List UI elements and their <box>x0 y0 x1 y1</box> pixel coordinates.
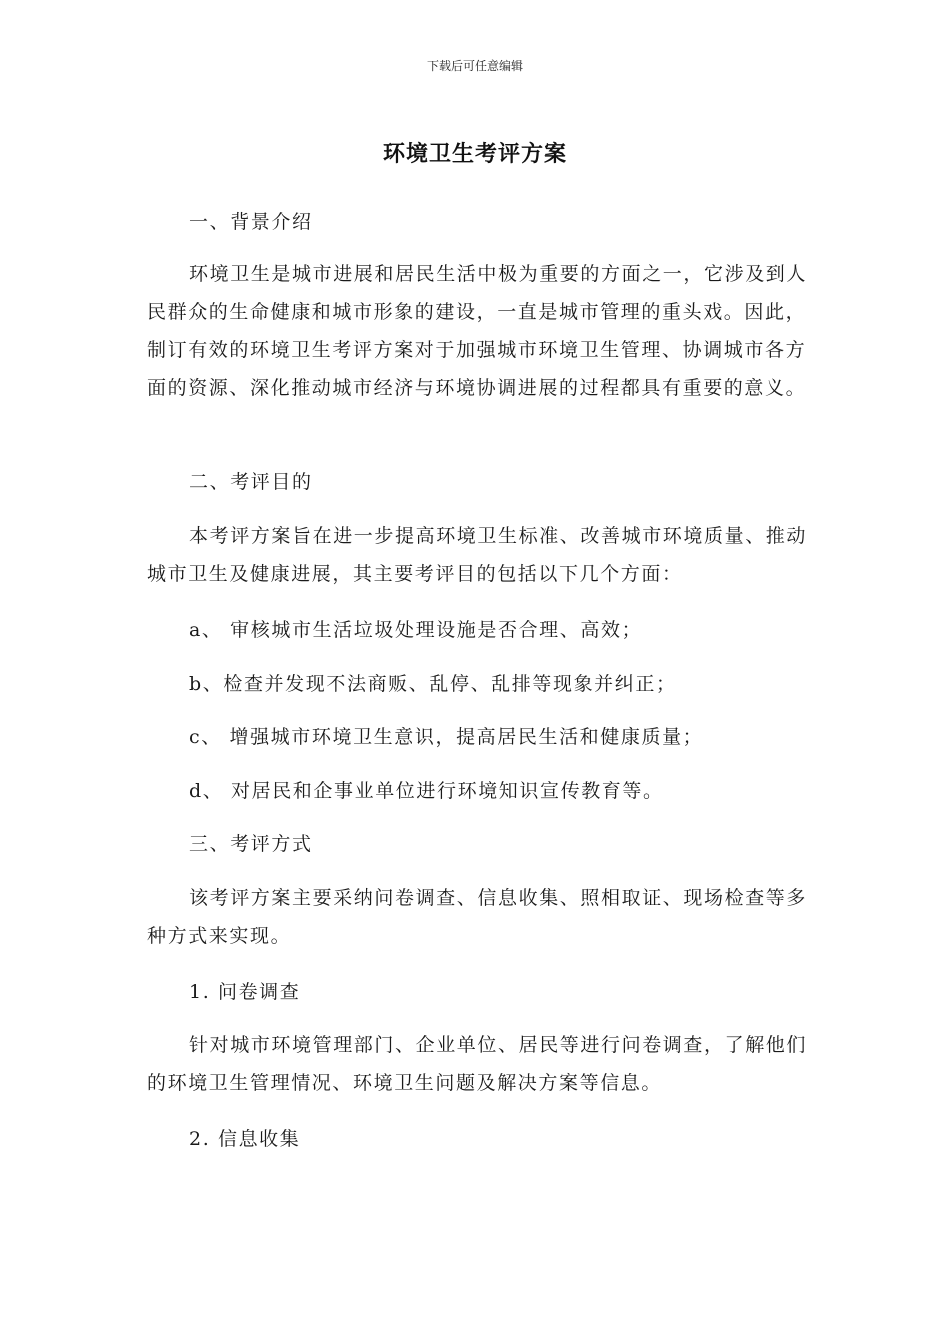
subheading-info-collection: 2. 信息收集 <box>189 1128 301 1150</box>
section-heading-background: 一、背景介绍 <box>189 211 313 233</box>
paragraph-purpose: 本考评方案旨在进一步提高环境卫生标准、改善城市环境质量、推动城市卫生及健康进展，其主要考评目的包括以下几个方面： <box>147 525 808 585</box>
document-title: 环境卫生考评方案 <box>382 142 567 167</box>
list-item-c: c、 增强城市环境卫生意识，提高居民生活和健康质量； <box>189 726 704 748</box>
section-heading-purpose: 二、考评目的 <box>189 471 313 493</box>
section-heading-method: 三、考评方式 <box>189 833 313 855</box>
paragraph-questionnaire: 针对城市环境管理部门、企业单位、居民等进行问卷调查，了解他们的环境卫生管理情况、环境卫生问题及解决方案等信息。 <box>147 1034 808 1094</box>
paragraph-background: 环境卫生是城市进展和居民生活中极为重要的方面之一，它涉及到人民群众的生命健康和城市形象的建设，一直是城市管理的重头戏。因此，制订有效的环境卫生考评方案对于加强城市环境卫生管理、协调城市各方面的资源、深化推动城市经济与环境协调进展的过程都具有重要的意义。 <box>147 263 808 399</box>
list-item-a: a、 审核城市生活垃圾处理设施是否合理、高效； <box>189 619 643 641</box>
header-note: 下载后可任意编辑 <box>426 59 523 73</box>
paragraph-method: 该考评方案主要采纳问卷调查、信息收集、照相取证、现场检查等多种方式来实现。 <box>147 887 808 947</box>
subheading-questionnaire: 1. 问卷调查 <box>189 981 301 1003</box>
list-item-d: d、 对居民和企事业单位进行环境知识宣传教育等。 <box>189 780 664 802</box>
list-item-b: b、检查并发现不法商贩、乱停、乱排等现象并纠正； <box>189 673 677 695</box>
